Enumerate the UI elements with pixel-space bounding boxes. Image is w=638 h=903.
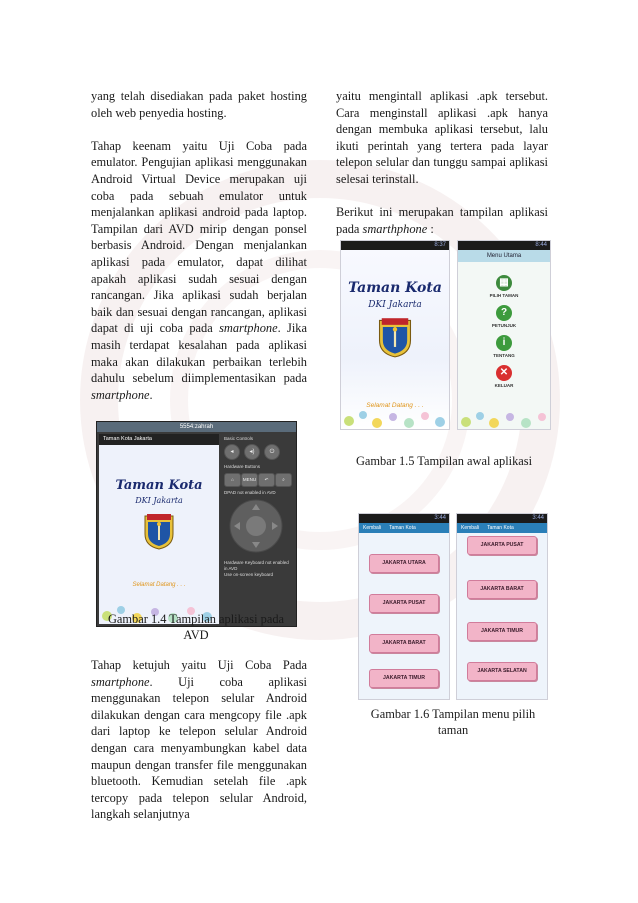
volume-down-icon[interactable]: ◂ <box>224 444 240 460</box>
list-header <box>457 523 547 533</box>
keyboard-note <box>224 560 290 578</box>
figure-1-6-caption <box>350 706 556 738</box>
volume-up-icon[interactable]: ◂) <box>244 444 260 460</box>
jakarta-emblem-icon <box>377 316 413 358</box>
splash-title: Taman Kota <box>115 478 203 493</box>
emulator-title-bar: 5554:zahrah <box>97 422 296 432</box>
menu-item-keluar[interactable]: KELUAR <box>494 383 514 388</box>
status-bar: 3:44 <box>457 514 547 523</box>
caption-line: Gambar 1.4 Tampilan aplikasi pada <box>107 612 285 626</box>
back-button[interactable]: Kembali <box>363 525 382 531</box>
caption-line: taman <box>437 723 469 737</box>
park-button-jakarta-barat[interactable]: JAKARTA BARAT <box>369 634 439 653</box>
park-button-jakarta-barat[interactable]: JAKARTA BARAT <box>467 580 537 599</box>
splash-background <box>341 250 449 429</box>
dpad-note: DPAD not enabled in AVD <box>224 490 276 495</box>
emphasis-smarthphone: smarthphone <box>362 221 428 236</box>
park-button-jakarta-timur[interactable]: JAKARTA TIMUR <box>369 669 439 688</box>
floral-decoration-icon <box>341 405 449 429</box>
text-run: Berikut ini merupakan tampilan aplikasi pada <box>336 205 548 236</box>
text-run: Tahap ketujuh yaitu Uji Coba Pada <box>91 658 307 672</box>
caption-line: AVD <box>183 628 209 642</box>
splash-title: Taman Kota <box>348 280 442 296</box>
park-list-phone-left <box>358 513 450 700</box>
park-button-jakarta-utara[interactable]: JAKARTA UTARA <box>369 554 439 573</box>
back-button-icon[interactable]: ↶ <box>258 473 275 487</box>
menu-item-tentang[interactable]: TENTANG <box>493 353 515 358</box>
list-header-title: Taman Kota <box>389 525 416 531</box>
splash-subtitle: DKI Jakarta <box>135 496 183 505</box>
splash-screen-phone <box>340 240 450 430</box>
menu-item-pilih-taman[interactable]: PILIH TAMAN <box>489 293 519 298</box>
status-bar: 8:37 <box>341 241 449 250</box>
text-run: : <box>427 221 434 236</box>
pick-park-icon[interactable]: ▦ <box>496 275 512 291</box>
text-run: Tahap keenam yaitu Uji Coba pada emulator. Pengujian aplikasi menggunakan Android Virtual Device merupakan uji coba pada sebuah emulator untuk menjalankan aplikasi android pada laptop. Tampilan dari AVD mirip dengan ponsel berbasis Android. Dengan menjalankan aplikasi pada emulator, dapat dilihat apakah aplikasi sudah sesuai dengan rancangan. Jika aplikasi sudah berjalan baik dan sesuai dengan rancangan, aplikasi dapat di uji coba pada <box>91 138 307 336</box>
figure-1-5-caption: Gambar 1.5 Tampilan awal aplikasi <box>355 454 533 468</box>
welcome-text: Selamat Datang . . . <box>132 582 186 588</box>
emulator-app-bar: Taman Kota Jakarta <box>99 434 219 445</box>
power-icon[interactable]: ⏻ <box>264 444 280 460</box>
emulator-screen <box>99 434 219 624</box>
exit-icon[interactable]: ✕ <box>496 365 512 381</box>
info-icon[interactable]: i <box>496 335 512 351</box>
avd-emulator-figure <box>96 421 297 627</box>
basic-controls-label: Basic Controls <box>224 436 254 441</box>
hardware-buttons-label: Hardware Buttons <box>224 464 261 469</box>
paragraph-install: yaitu mengintall aplikasi .apk tersebut. Cara menginstall aplikasi .apk hanya dengan membuka aplikasi tersebut, lalu ikuti perintah yang tertera pada layar telepon selular dan tunggu sampai aplikasi selesai terinstall. <box>336 89 548 186</box>
welcome-text: Selamat Datang . . . <box>366 402 424 409</box>
menu-button[interactable]: MENU <box>241 473 258 487</box>
help-icon[interactable]: ? <box>496 305 512 321</box>
dpad-icon[interactable] <box>228 498 284 554</box>
park-button-jakarta-pusat[interactable]: JAKARTA PUSAT <box>467 536 537 555</box>
menu-screen-phone <box>457 240 551 430</box>
back-button[interactable]: Kembali <box>461 525 480 531</box>
paragraph-tahap-keenam <box>91 138 307 404</box>
jakarta-emblem-icon <box>143 512 175 550</box>
text-run: . Uji coba aplikasi menggunakan telepon selular Android dilakukan dengan cara mengcopy file .apk dari laptop ke telepon selular Android dengan cara menyambungkan kabel data maupun dengan transfer file menggunakan bluetooth. Kemudian setelah file .apk tercopy pada telepon selular Android, langkah selanjutnya <box>91 674 307 822</box>
list-header-title: Taman Kota <box>487 525 514 531</box>
splash-subtitle: DKI Jakarta <box>368 300 422 310</box>
text-run: . <box>149 387 153 402</box>
keyboard-note-line2: Use on-screen keyboard <box>224 572 274 577</box>
search-icon[interactable]: ⌕ <box>275 473 292 487</box>
emphasis-smartphone: smartphone <box>91 387 150 402</box>
left-column-top <box>91 88 307 403</box>
menu-title: Menu Utama <box>458 250 550 262</box>
right-column <box>336 88 548 237</box>
figure-1-4-caption <box>91 611 301 643</box>
emphasis-smartphone: smartphone <box>91 674 150 689</box>
floral-decoration-icon <box>458 407 550 429</box>
park-button-jakarta-pusat[interactable]: JAKARTA PUSAT <box>369 594 439 613</box>
paragraph-tahap-ketujuh <box>91 657 307 823</box>
emulator-control-panel <box>222 434 292 624</box>
home-button-icon[interactable]: ⌂ <box>224 473 241 487</box>
text-run: . Jika masih terdapat kesalahan pada aplikasi maka akan dilakukan perbaikan terlebih dahulu sebelum diimplementasikan pada <box>91 321 307 386</box>
status-bar: 3:44 <box>359 514 449 523</box>
emphasis-smartphone: smartphone <box>219 321 278 336</box>
caption-line: Gambar 1.6 Tampilan menu pilih <box>370 707 536 721</box>
left-column-bottom <box>91 657 307 823</box>
park-button-jakarta-selatan[interactable]: JAKARTA SELATAN <box>467 662 537 681</box>
list-header <box>359 523 449 533</box>
keyboard-note-line1: Hardware Keyboard not enabled in AVD <box>224 560 289 571</box>
menu-item-petunjuk[interactable]: PETUNJUK <box>491 323 517 328</box>
paragraph-berikut <box>336 204 548 237</box>
paragraph-hosting: yang telah disediakan pada paket hosting oleh web penyedia hosting. <box>91 89 307 120</box>
park-button-jakarta-timur[interactable]: JAKARTA TIMUR <box>467 622 537 641</box>
park-list-phone-right <box>456 513 548 700</box>
status-bar: 8:44 <box>458 241 550 250</box>
